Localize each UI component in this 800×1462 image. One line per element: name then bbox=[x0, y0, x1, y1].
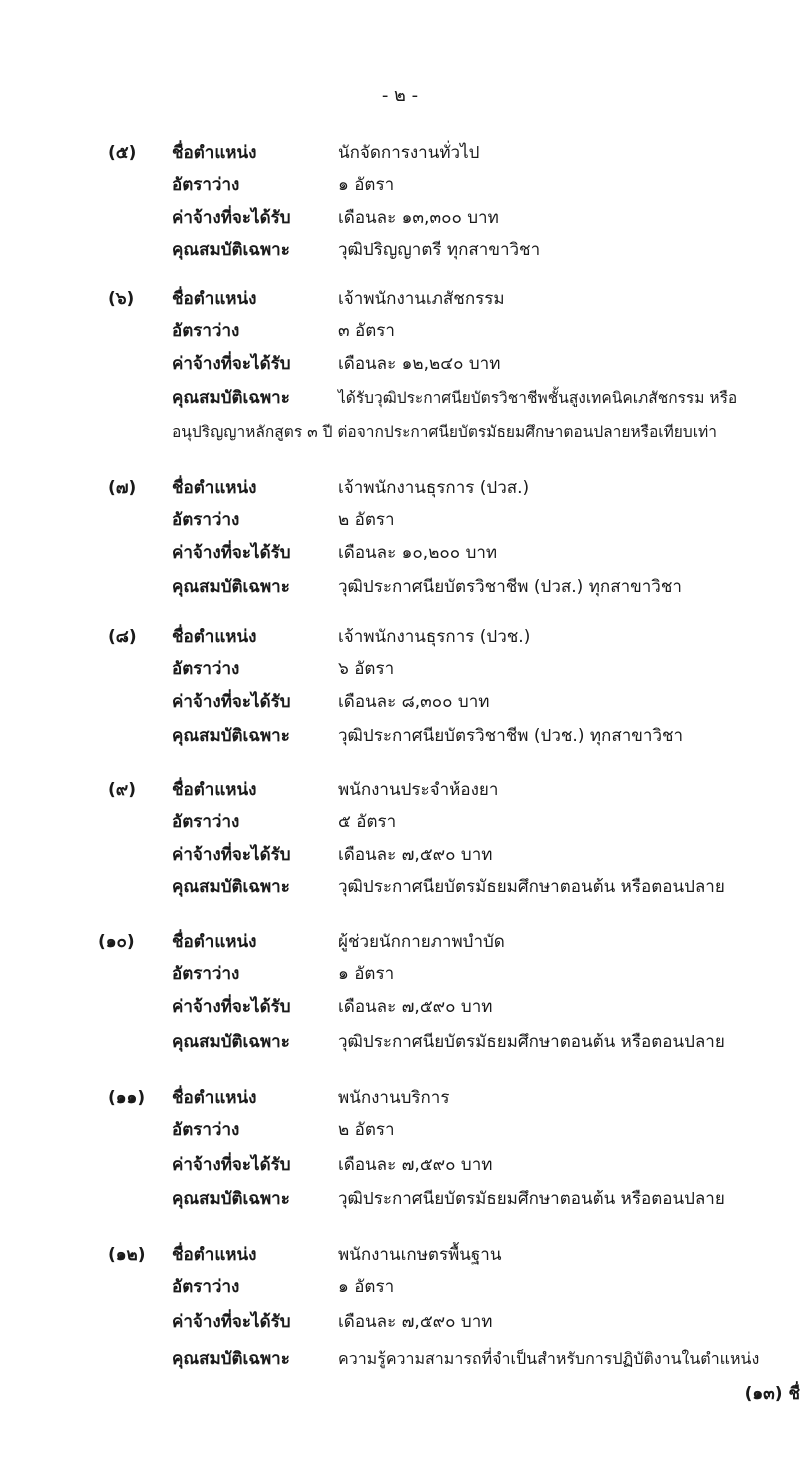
entry-number: (๖) bbox=[108, 289, 135, 309]
wage-label: ค่าจ้างที่จะได้รับ bbox=[172, 543, 291, 563]
qualification-value: ได้รับวุฒิประกาศนียบัตรวิชาชีพชั้นสูงเทคนิคเภสัชกรรม หรือ bbox=[338, 389, 738, 407]
next-entry-reference: (๑๓) ชื่ bbox=[744, 1384, 800, 1404]
qualification-label: คุณสมบัติเฉพาะ bbox=[172, 240, 290, 260]
qualification-value: วุฒิปริญญาตรี ทุกสาขาวิชา bbox=[338, 240, 541, 260]
qualification-label: คุณสมบัติเฉพาะ bbox=[172, 1032, 290, 1052]
wage-value: เดือนละ ๘,๓๐๐ บาท bbox=[338, 692, 490, 712]
wage-label: ค่าจ้างที่จะได้รับ bbox=[172, 997, 291, 1017]
position-label: ชื่อตำแหน่ง bbox=[172, 143, 257, 163]
wage-label: ค่าจ้างที่จะได้รับ bbox=[172, 845, 291, 865]
position-label: ชื่อตำแหน่ง bbox=[172, 780, 257, 800]
vacancy-value: ๒ อัตรา bbox=[338, 510, 395, 530]
position-value: พนักงานบริการ bbox=[338, 1088, 450, 1108]
wage-label: ค่าจ้างที่จะได้รับ bbox=[172, 354, 291, 374]
position-label: ชื่อตำแหน่ง bbox=[172, 932, 257, 952]
entry-number: (๙) bbox=[108, 780, 136, 800]
qualification-label: คุณสมบัติเฉพาะ bbox=[172, 877, 290, 897]
wage-value: เดือนละ ๑๓,๓๐๐ บาท bbox=[338, 208, 499, 228]
vacancy-value: ๕ อัตรา bbox=[338, 812, 397, 832]
wage-value: เดือนละ ๑๐,๒๐๐ บาท bbox=[338, 543, 498, 563]
entry-number: (๑๐) bbox=[98, 932, 135, 952]
wage-label: ค่าจ้างที่จะได้รับ bbox=[172, 1312, 291, 1332]
qualification-value: วุฒิประกาศนียบัตรวิชาชีพ (ปวช.) ทุกสาขาวิชา bbox=[338, 726, 684, 746]
entry-number: (๑๑) bbox=[108, 1088, 146, 1108]
position-value: เจ้าพนักงานธุรการ (ปวช.) bbox=[338, 627, 531, 647]
qualification-label: คุณสมบัติเฉพาะ bbox=[172, 1349, 290, 1369]
wage-value: เดือนละ ๗,๕๙๐ บาท bbox=[338, 1155, 493, 1175]
wage-label: ค่าจ้างที่จะได้รับ bbox=[172, 692, 291, 712]
qualification-value: วุฒิประกาศนียบัตรมัธยมศึกษาตอนต้น หรือตอนปลาย bbox=[338, 877, 725, 897]
position-value: นักจัดการงานทั่วไป bbox=[338, 143, 480, 163]
qualification-label: คุณสมบัติเฉพาะ bbox=[172, 726, 290, 746]
qualification-value: วุฒิประกาศนียบัตรมัธยมศึกษาตอนต้น หรือตอนปลาย bbox=[338, 1189, 725, 1209]
vacancy-label: อัตราว่าง bbox=[172, 812, 240, 832]
wage-value: เดือนละ ๗,๕๙๐ บาท bbox=[338, 845, 493, 865]
position-label: ชื่อตำแหน่ง bbox=[172, 1088, 257, 1108]
qualification-value: ความรู้ความสามารถที่จำเป็นสำหรับการปฏิบัติงานในตำแหน่ง bbox=[338, 1349, 760, 1368]
vacancy-value: ๖ อัตรา bbox=[338, 659, 395, 679]
vacancy-value: ๑ อัตรา bbox=[338, 1277, 395, 1297]
position-label: ชื่อตำแหน่ง bbox=[172, 478, 257, 498]
vacancy-value: ๒ อัตรา bbox=[338, 1120, 395, 1140]
qualification-value: วุฒิประกาศนียบัตรวิชาชีพ (ปวส.) ทุกสาขาวิชา bbox=[338, 577, 682, 597]
qualification-continuation: อนุปริญญาหลักสูตร ๓ ปี ต่อจากประกาศนียบัตรมัธยมศึกษาตอนปลายหรือเทียบเท่า bbox=[172, 423, 717, 441]
position-value: เจ้าพนักงานเภสัชกรรม bbox=[338, 289, 505, 309]
vacancy-label: อัตราว่าง bbox=[172, 510, 240, 530]
position-value: ผู้ช่วยนักกายภาพบำบัด bbox=[338, 932, 505, 952]
position-label: ชื่อตำแหน่ง bbox=[172, 289, 257, 309]
position-value: เจ้าพนักงานธุรการ (ปวส.) bbox=[338, 478, 530, 498]
wage-value: เดือนละ ๗,๕๙๐ บาท bbox=[338, 997, 493, 1017]
wage-label: ค่าจ้างที่จะได้รับ bbox=[172, 1155, 291, 1175]
wage-value: เดือนละ ๗,๕๙๐ บาท bbox=[338, 1312, 493, 1332]
vacancy-label: อัตราว่าง bbox=[172, 964, 240, 984]
entry-number: (๗) bbox=[108, 478, 137, 498]
vacancy-label: อัตราว่าง bbox=[172, 659, 240, 679]
position-value: พนักงานประจำห้องยา bbox=[338, 780, 499, 800]
page-number: - ๒ - bbox=[381, 85, 419, 106]
vacancy-value: ๓ อัตรา bbox=[338, 321, 395, 341]
qualification-label: คุณสมบัติเฉพาะ bbox=[172, 1189, 290, 1209]
vacancy-label: อัตราว่าง bbox=[172, 1120, 240, 1140]
vacancy-label: อัตราว่าง bbox=[172, 175, 240, 195]
vacancy-value: ๑ อัตรา bbox=[338, 964, 395, 984]
entry-number: (๑๒) bbox=[108, 1245, 146, 1265]
wage-label: ค่าจ้างที่จะได้รับ bbox=[172, 208, 291, 228]
qualification-label: คุณสมบัติเฉพาะ bbox=[172, 577, 290, 597]
qualification-label: คุณสมบัติเฉพาะ bbox=[172, 388, 290, 408]
vacancy-label: อัตราว่าง bbox=[172, 321, 240, 341]
position-value: พนักงานเกษตรพื้นฐาน bbox=[338, 1245, 502, 1265]
vacancy-label: อัตราว่าง bbox=[172, 1277, 240, 1297]
position-label: ชื่อตำแหน่ง bbox=[172, 1245, 257, 1265]
qualification-value: วุฒิประกาศนียบัตรมัธยมศึกษาตอนต้น หรือตอนปลาย bbox=[338, 1032, 725, 1052]
vacancy-value: ๑ อัตรา bbox=[338, 175, 395, 195]
wage-value: เดือนละ ๑๒,๒๔๐ บาท bbox=[338, 354, 501, 374]
position-label: ชื่อตำแหน่ง bbox=[172, 627, 257, 647]
entry-number: (๕) bbox=[108, 143, 137, 163]
entry-number: (๘) bbox=[108, 627, 137, 647]
